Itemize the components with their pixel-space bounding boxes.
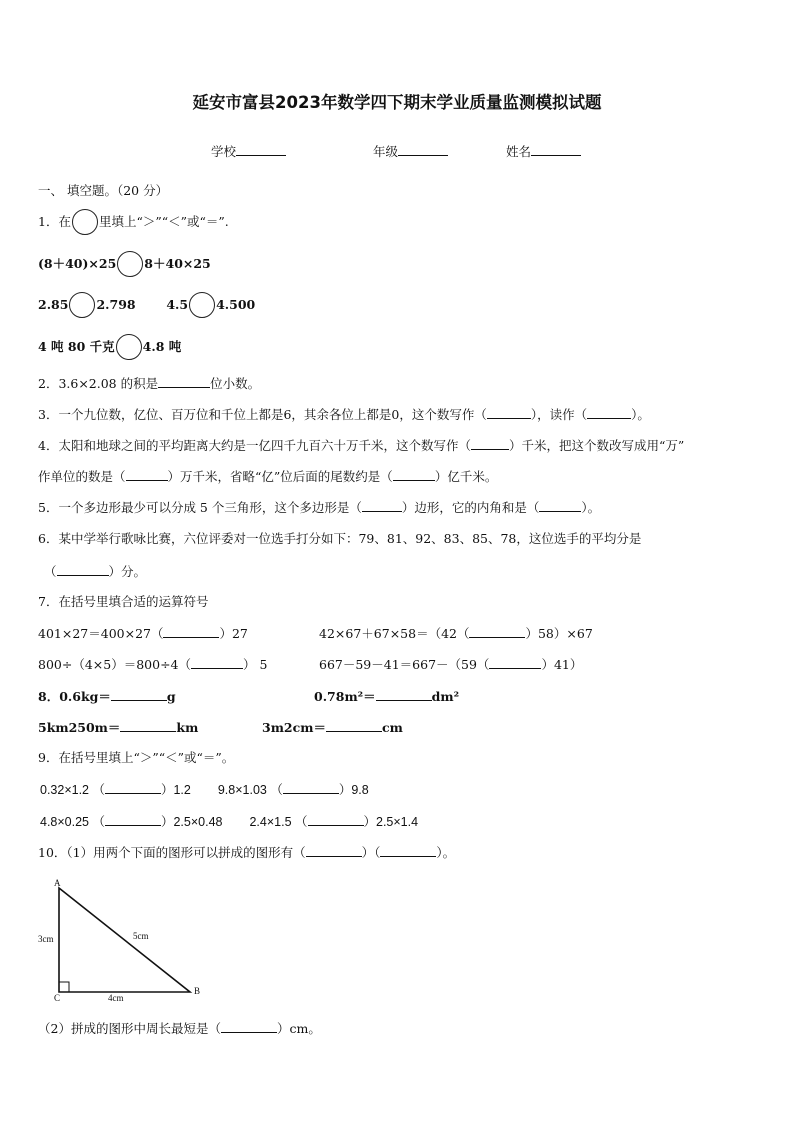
question-8-row-1-left: 8．0.6kg＝ g [38, 689, 176, 704]
question-1-row-3: 4 吨 80 千克 4.8 吨 [38, 339, 181, 356]
answer-blank[interactable] [471, 437, 509, 450]
question-1-prompt: 1．在 里填上“＞”“＜”或“＝”. [38, 214, 229, 231]
answer-blank[interactable] [163, 625, 219, 638]
section-heading: 一、 填空题。（20 分） [38, 183, 169, 198]
question-9-row-1: 0.32×1.2 （ ）1.2 9.8×1.03 （ ）9.8 [40, 783, 369, 797]
question-7-row-2-right: 667－59－41＝667－（59（ ）41） [319, 657, 583, 672]
question-2: 2．3.6×2.08 的积是 位小数。 [38, 376, 261, 391]
answer-circle[interactable] [116, 334, 142, 360]
question-1-row-1: (8＋40)×25 8＋40×25 [38, 256, 211, 273]
answer-blank[interactable] [380, 844, 436, 857]
vertex-b-label: B [194, 986, 201, 996]
answer-blank[interactable] [487, 406, 531, 419]
vertex-c-label: C [54, 993, 61, 1003]
answer-blank[interactable] [283, 781, 339, 794]
answer-blank[interactable] [308, 813, 364, 826]
answer-blank[interactable] [126, 468, 168, 481]
answer-blank[interactable] [469, 625, 525, 638]
side-ac-label: 3cm [38, 934, 54, 944]
question-10-part-1: 10．（1）用两个下面的图形可以拼成的图形有（ ）（ ）。 [38, 845, 456, 860]
answer-blank[interactable] [191, 656, 243, 669]
question-1-row-2: 2.85 2.798 4.5 4.500 [38, 297, 255, 314]
question-4-line-2: 作单位的数是（ ）万千米，省略“亿”位后面的尾数约是（ ）亿千米。 [38, 469, 498, 484]
name-label: 姓名 [506, 144, 532, 159]
right-angle-mark [59, 982, 69, 992]
answer-blank[interactable] [376, 688, 432, 701]
question-8-row-2-left: 5km250m＝ km [38, 720, 199, 735]
answer-blank[interactable] [587, 406, 631, 419]
answer-blank[interactable] [111, 688, 167, 701]
answer-blank[interactable] [362, 499, 402, 512]
answer-blank[interactable] [326, 719, 382, 732]
side-cb-label: 4cm [108, 993, 124, 1003]
answer-blank[interactable] [158, 375, 210, 388]
name-field[interactable] [506, 143, 581, 160]
answer-circle[interactable] [72, 209, 98, 235]
answer-blank[interactable] [489, 656, 541, 669]
question-6-line-1: 6．某中学举行歌咏比赛，六位评委对一位选手打分如下：79、81、92、83、85、78，这位选手的平均分是 [38, 531, 642, 546]
answer-blank[interactable] [306, 844, 362, 857]
grade-field[interactable] [373, 143, 448, 160]
answer-blank[interactable] [539, 499, 581, 512]
answer-blank[interactable] [105, 781, 161, 794]
side-ab-label: 5cm [133, 931, 149, 941]
answer-circle[interactable] [189, 292, 215, 318]
question-3: 3．一个九位数，亿位、百万位和千位上都是6，其余各位上都是0，这个数写作（ ），读作（ ）。 [38, 407, 650, 422]
question-8-row-1-right: 0.78m²＝ dm² [314, 689, 460, 704]
page-title: 延安市富县2023年数学四下期末学业质量监测模拟试题 [192, 93, 602, 112]
answer-circle[interactable] [69, 292, 95, 318]
answer-circle[interactable] [117, 251, 143, 277]
question-9-row-2: 4.8×0.25 （ ）2.5×0.48 2.4×1.5 （ ）2.5×1.4 [40, 815, 419, 829]
question-7-prompt: 7．在括号里填合适的运算符号 [38, 594, 209, 609]
answer-blank[interactable] [105, 813, 161, 826]
answer-blank[interactable] [393, 468, 435, 481]
vertex-a-label: A [54, 878, 61, 888]
answer-blank[interactable] [221, 1020, 277, 1033]
school-field[interactable] [211, 143, 286, 160]
answer-blank[interactable] [57, 563, 109, 576]
grade-label: 年级 [373, 144, 399, 159]
question-7-row-2-left: 800÷（4×5）＝800÷4（ ） 5 [38, 657, 268, 672]
school-label: 学校 [211, 144, 237, 159]
question-8-row-2-right: 3m2cm＝ cm [262, 720, 403, 735]
question-10-part-2: （2）拼成的图形中周长最短是（ ）cm。 [38, 1021, 321, 1036]
question-4-line-1: 4．太阳和地球之间的平均距离大约是一亿四千九百六十万千米，这个数写作（ ）千米，把这个数改写成用“万” [38, 438, 685, 453]
question-7-row-1-right: 42×67＋67×58＝（42（ ）58）×67 [319, 626, 593, 641]
question-7-row-1-left: 401×27＝400×27（ ）27 [38, 626, 248, 641]
triangle-shape [59, 888, 190, 992]
right-triangle-figure [30, 872, 220, 1012]
question-5: 5．一个多边形最少可以分成 5 个三角形，这个多边形是（ ）边形，它的内角和是（ ）。 [38, 500, 601, 515]
question-6-line-2: （ ）分。 [44, 564, 147, 579]
answer-blank[interactable] [120, 719, 176, 732]
question-9-prompt: 9．在括号里填上“＞”“＜”或“＝”。 [38, 750, 235, 765]
